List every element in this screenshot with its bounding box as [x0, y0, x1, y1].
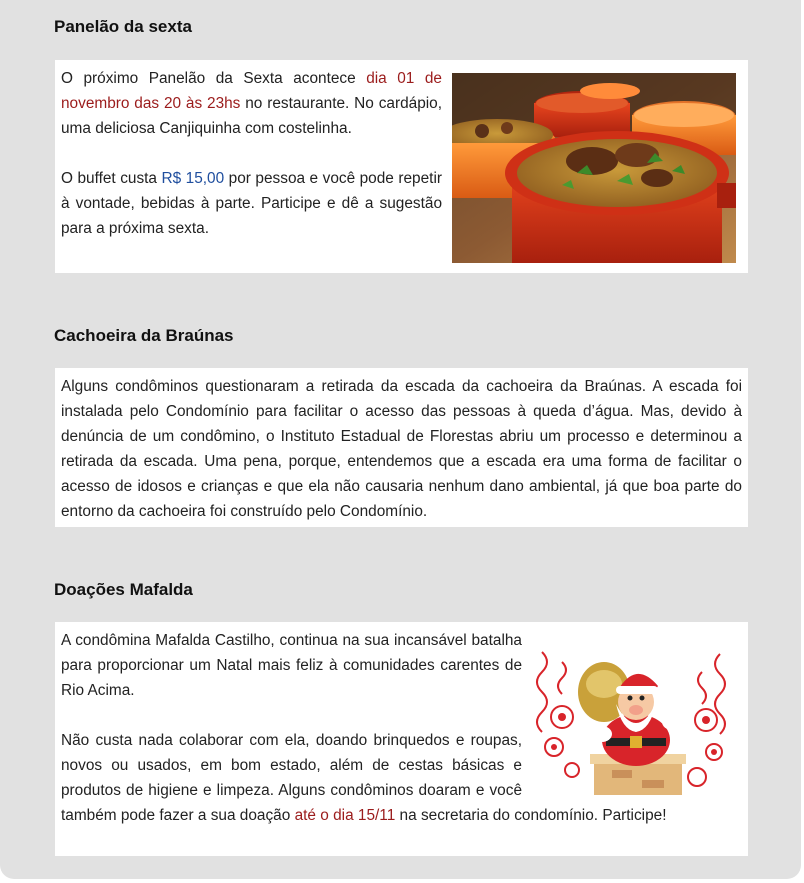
highlight-date: dia 01 de novembro das 20 às 23hs	[61, 70, 442, 112]
section-title-cachoeira: Cachoeira da Braúnas	[54, 326, 234, 345]
soup-pots-photo	[452, 73, 736, 263]
section-box-cachoeira	[55, 368, 748, 527]
section-title-doacoes: Doações Mafalda	[54, 580, 193, 599]
paragraph-doacoes-1: A condômina Mafalda Castilho, continua na sua incansável batalha para proporcionar um Natal mais feliz à comunidades carentes de Rio Acima.	[61, 632, 522, 699]
section-box-panelao	[55, 60, 748, 273]
section-title-panelao: Panelão da sexta	[54, 17, 192, 36]
santa-claus-clipart	[532, 642, 732, 797]
highlight-deadline: até o dia 15/11	[294, 807, 396, 824]
highlight-price: R$ 15,00	[161, 170, 225, 187]
paragraph-doacoes-2: Não custa nada colaborar com ela, doando brinquedos e roupas, novos ou usados, em bom estado, além de cestas básicas e produtos de higiene e limpeza. Alguns condôminos doaram e você também pode fazer a sua doação até o dia 15/11 na secretaria do condomínio. Participe!	[61, 732, 667, 824]
paragraph-panelao-2: O buffet custa R$ 15,00 por pessoa e você pode repetir à vontade, bebidas à parte. Participe e dê a sugestão para a próxima sexta.	[61, 170, 442, 237]
section-box-doacoes	[55, 622, 748, 856]
paragraph-panelao-1: O próximo Panelão da Sexta acontece dia 01 de novembro das 20 às 23hs no restaurante. No cardápio, uma deliciosa Canjiquinha com costelinha.	[61, 70, 443, 137]
paragraph-cachoeira: Alguns condôminos questionaram a retirada da escada da cachoeira da Braúnas. A escada foi instalada pelo Condomínio para facilitar o acesso das pessoas à queda d’água. Mas, devido à denúncia de um condômino, o Instituto Estadual de Florestas abriu um processo e determinou a retirada da escada. Uma pena, porque, entendemos que a escada era uma forma de facilitar o acesso de idosos e crianças e que ela não causaria nenhum dano ambiental, já que boa parte do entorno da cachoeira foi construído pelo Condomínio.	[61, 378, 742, 520]
